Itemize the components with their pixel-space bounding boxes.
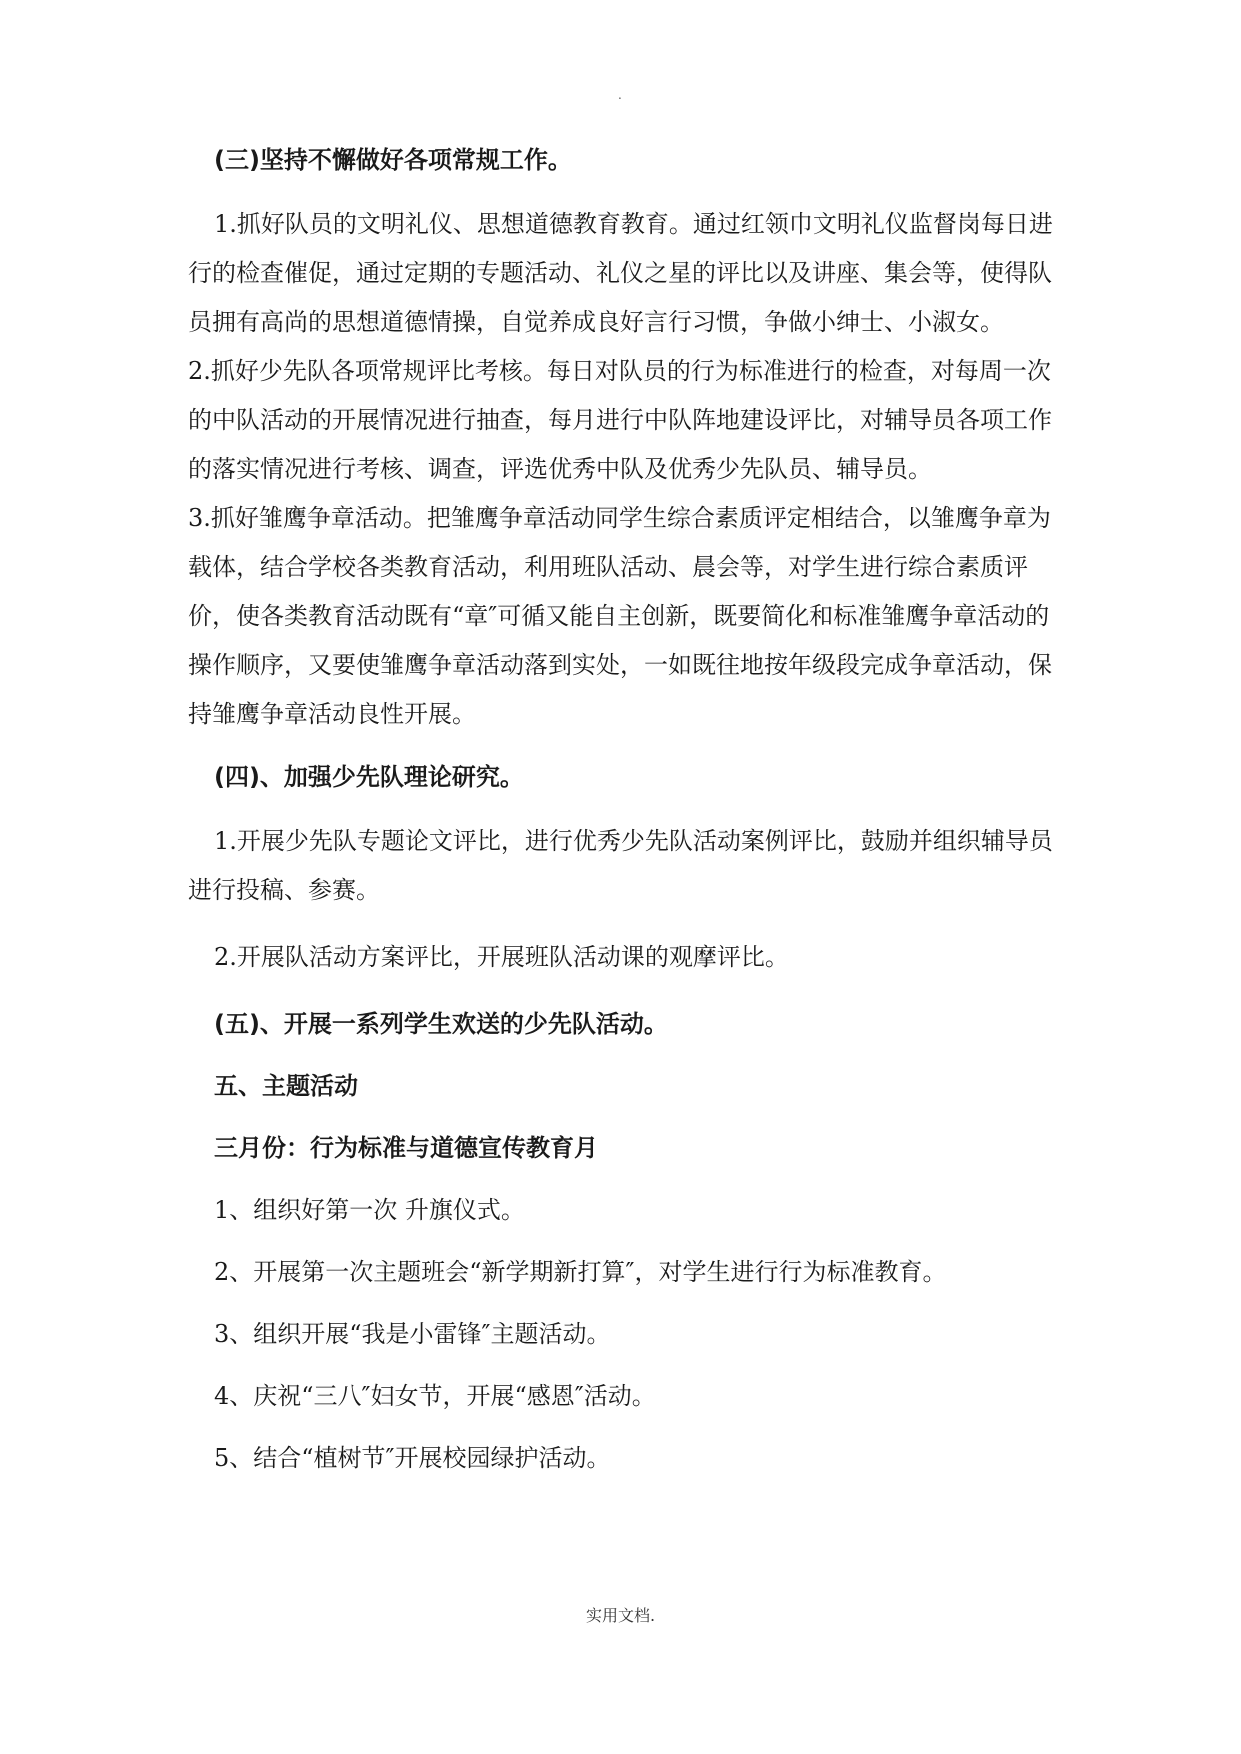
theme-activities-heading: 五、主题活动 — [214, 1072, 358, 1100]
section-3-paragraph-1: 1.抓好队员的文明礼仪、思想道德教育教育。通过红领巾文明礼仪监督岗每日进行的检查催促，通过定期的专题活动、礼仪之星的评比以及讲座、集会等，使得队员拥有高尚的思想道德情操，自觉养成良好言行习惯，争做小绅士、小淑女。 — [188, 210, 1053, 336]
document-body — [188, 140, 1058, 1478]
march-item: 5、结合“植树节″开展校园绿护活动。 — [214, 1444, 611, 1472]
header-mark: . — [618, 88, 622, 102]
march-item: 1、组织好第一次 升旗仪式。 — [214, 1196, 525, 1224]
march-item: 4、庆祝“三八″妇女节，开展“感恩″活动。 — [214, 1382, 656, 1410]
page-footer: 实用文档. — [585, 1606, 656, 1625]
section-3-heading: (三)坚持不懈做好各项常规工作。 — [214, 146, 572, 174]
section-4-paragraph-1: 1.开展少先队专题论文评比，进行优秀少先队活动案例评比，鼓励并组织辅导员进行投稿、参赛。 — [188, 827, 1053, 904]
section-3-paragraph-3: 3.抓好雏鹰争章活动。把雏鹰争章活动同学生综合素质评定相结合，以雏鹰争章为载体，结合学校各类教育活动，利用班队活动、晨会等，对学生进行综合素质评价，使各类教育活动既有“章″可循又能自主创新，既要简化和标准雏鹰争章活动的操作顺序，又要使雏鹰争章活动落到实处，一如既往地按年级段完成争章活动，保持雏鹰争章活动良性开展。 — [188, 504, 1052, 728]
section-4-paragraph-2: 2.开展队活动方案评比，开展班队活动课的观摩评比。 — [214, 943, 789, 971]
march-item: 2、开展第一次主题班会“新学期新打算″，对学生进行行为标准教育。 — [214, 1258, 947, 1286]
section-3-paragraph-2: 2.抓好少先队各项常规评比考核。每日对队员的行为标准进行的检查，对每周一次的中队活动的开展情况进行抽查，每月进行中队阵地建设评比，对辅导员各项工作的落实情况进行考核、调查，评选优秀中队及优秀少先队员、辅导员。 — [188, 357, 1052, 483]
march-heading: 三月份：行为标准与道德宣传教育月 — [214, 1134, 598, 1162]
section-4-heading: (四)、加强少先队理论研究。 — [214, 763, 524, 791]
section-5-heading: (五)、开展一系列学生欢送的少先队活动。 — [214, 1010, 668, 1038]
march-item: 3、组织开展“我是小雷锋″主题活动。 — [214, 1320, 611, 1348]
